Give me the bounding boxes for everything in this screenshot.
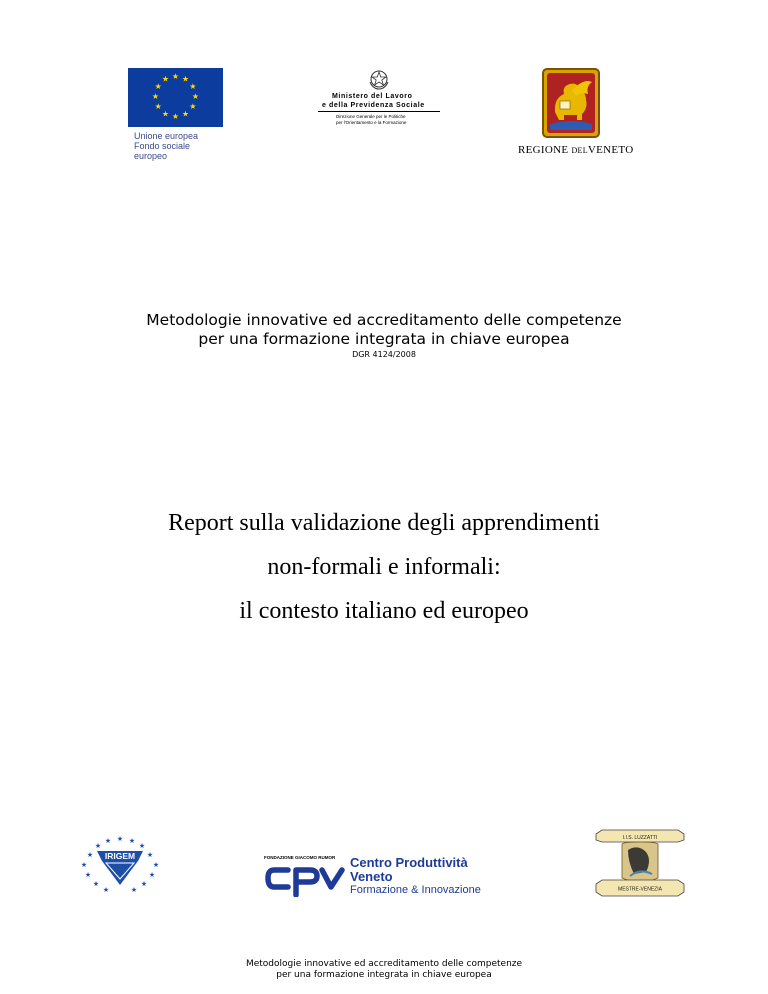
svg-text:★: ★ (189, 82, 197, 91)
eu-logo (128, 68, 224, 161)
svg-text:★: ★ (148, 871, 156, 879)
svg-text:★: ★ (102, 886, 110, 894)
svg-text:★: ★ (154, 102, 162, 111)
svg-text:★: ★ (94, 842, 102, 850)
regione-veneto-name (518, 144, 644, 156)
svg-text:★: ★ (152, 861, 160, 869)
svg-text:★: ★ (146, 851, 154, 859)
svg-text:★: ★ (181, 109, 190, 119)
project-title (0, 311, 768, 349)
project-title-line1: Metodologie innovative ed accreditamento delle competenze (146, 311, 622, 329)
svg-text:★: ★ (181, 74, 190, 84)
ministry-dept-line1: Direzione Generale per le Politiche (336, 114, 406, 119)
report-title-line2: non-formali e informali: (267, 554, 501, 580)
ministry-name-line2: e della Previdenza Sociale (318, 101, 440, 112)
regione-veneto-logo (518, 68, 644, 156)
svg-text:★: ★ (140, 880, 148, 888)
project-title-line2: per una formazione integrata in chiave europea (198, 330, 570, 348)
svg-text:★: ★ (191, 92, 200, 101)
svg-text:★: ★ (104, 837, 112, 845)
svg-text:★: ★ (116, 835, 124, 843)
cpv-tagline: Formazione & Innovazione (350, 884, 481, 896)
svg-text:★: ★ (86, 851, 94, 859)
svg-text:★: ★ (130, 886, 138, 894)
svg-text:★: ★ (138, 842, 146, 850)
report-title-line3: il contesto italiano ed europeo (239, 598, 529, 624)
cpv-name-line1: Centro Produttività (350, 855, 468, 870)
veneto-word-del: DEL (571, 146, 588, 155)
footer-line1: Metodologie innovative ed accreditamento delle competenze (245, 959, 523, 969)
svg-text:★: ★ (171, 112, 180, 121)
svg-text:★: ★ (151, 92, 160, 101)
lion-of-saint-mark-icon (542, 68, 600, 138)
cpv-logo (264, 855, 488, 897)
eu-caption-line1: Unione europea (134, 131, 199, 141)
svg-text:★: ★ (80, 861, 88, 869)
svg-text:★: ★ (161, 74, 170, 84)
eu-flag-icon (128, 68, 223, 127)
report-title-line1: Report sulla validazione degli apprendimenti (168, 510, 600, 536)
svg-text:★: ★ (128, 837, 136, 845)
eu-caption-line2: Fondo sociale europeo (134, 141, 191, 161)
svg-text:★: ★ (84, 871, 92, 879)
report-title (0, 507, 768, 639)
luzzatti-logo (594, 828, 686, 898)
page-footer (0, 959, 768, 981)
luzzatti-banner-top: I.I.S. LUZZATTI (622, 835, 658, 841)
ministry-dept-line2: per l'Orientamento e la Formazione (336, 120, 407, 125)
svg-text:★: ★ (171, 72, 180, 81)
cpv-foundation-name: FONDAZIONE GIACOMO RUMOR (264, 855, 336, 860)
svg-text:★: ★ (154, 82, 162, 91)
irigem-text: IRIGEM (104, 851, 136, 861)
footer-line2: per una formazione integrata in chiave europea (276, 970, 492, 980)
svg-text:★: ★ (189, 102, 197, 111)
cpv-name-line2: Veneto (350, 869, 393, 884)
svg-text:★: ★ (161, 109, 170, 119)
irigem-logo (72, 833, 168, 895)
ministry-name-line1: Ministero del Lavoro (332, 93, 413, 100)
dgr-reference: DGR 4124/2008 (352, 350, 416, 359)
ministry-logo (318, 68, 440, 126)
veneto-word-regione: REGIONE (518, 144, 569, 156)
veneto-word-veneto: VENETO (587, 144, 634, 156)
luzzatti-banner-bottom: MESTRE-VENEZIA (618, 886, 662, 893)
cpv-mark-icon (264, 855, 348, 897)
svg-text:★: ★ (92, 880, 100, 888)
italian-emblem-icon (367, 68, 391, 90)
